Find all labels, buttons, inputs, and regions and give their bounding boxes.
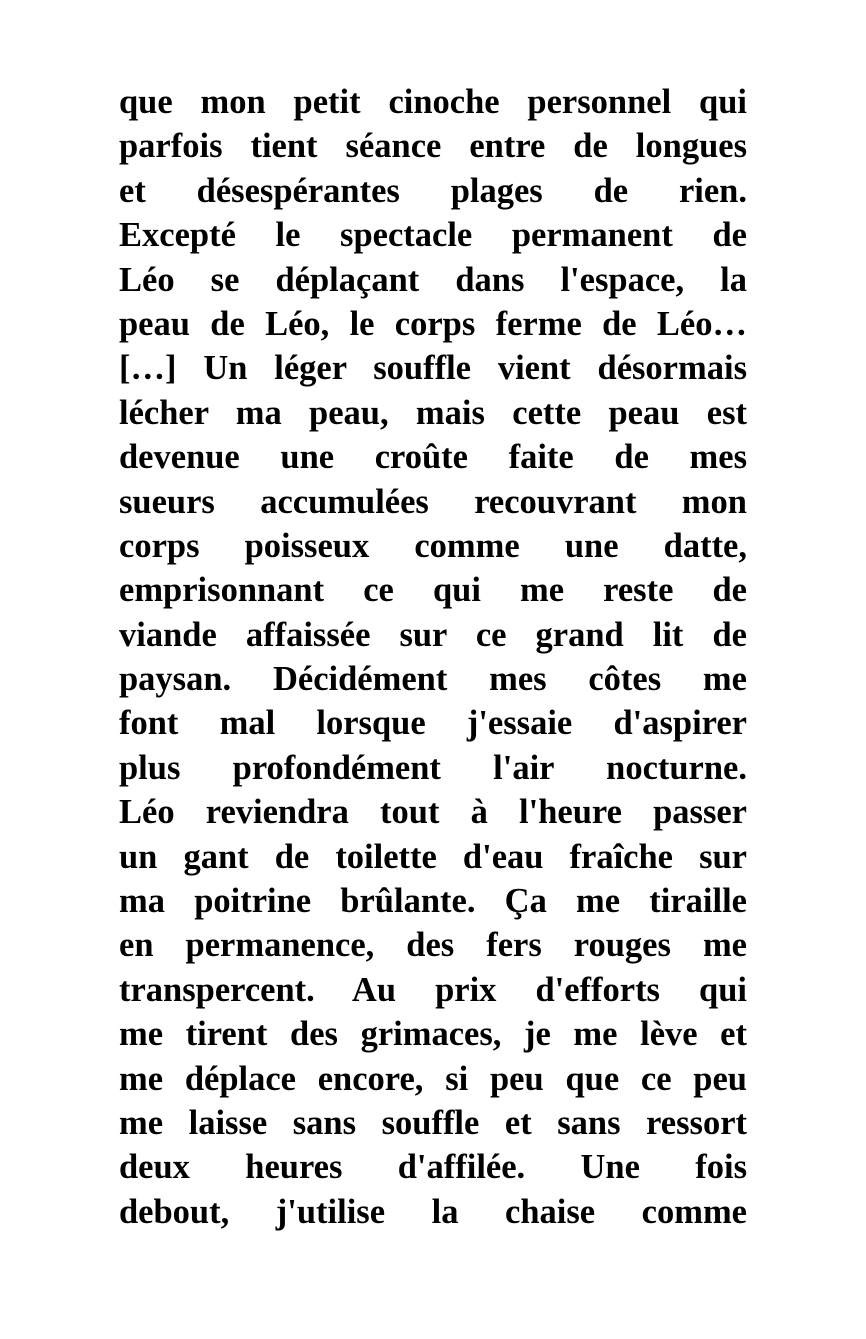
text-line: font mal lorsque j'essaie d'aspirer (119, 704, 747, 743)
text-line: debout, j'utilise la chaise comme (119, 1192, 747, 1231)
body-text (119, 80, 747, 1234)
text-line: […] Un léger souffle vient désormais (119, 349, 747, 388)
text-line: devenue une croûte faite de mes (119, 438, 747, 477)
text-line: et désespérantes plages de rien. (119, 171, 747, 210)
text-line: me tirent des grimaces, je me lève et (119, 1015, 747, 1054)
text-line: parfois tient séance entre de longues (119, 127, 747, 166)
text-line: Léo reviendra tout à l'heure passer (119, 793, 747, 832)
text-line: en permanence, des fers rouges me (119, 926, 747, 965)
text-line: peau de Léo, le corps ferme de Léo… (119, 304, 747, 343)
text-line: emprisonnant ce qui me reste de (119, 571, 747, 610)
text-line: un gant de toilette d'eau fraîche sur (119, 837, 747, 876)
text-line: Léo se déplaçant dans l'espace, la (119, 260, 747, 299)
text-line: transpercent. Au prix d'efforts qui (119, 970, 747, 1009)
text-line: me déplace encore, si peu que ce peu (119, 1059, 747, 1098)
text-line: sueurs accumulées recouvrant mon (119, 482, 747, 521)
text-line: Excepté le spectacle permanent de (119, 216, 747, 255)
text-line: que mon petit cinoche personnel qui (119, 83, 747, 121)
text-line: me laisse sans souffle et sans ressort (119, 1103, 747, 1142)
text-line: ma poitrine brûlante. Ça me tiraille (119, 882, 747, 921)
text-line: lécher ma peau, mais cette peau est (119, 393, 747, 432)
text-line: plus profondément l'air nocturne. (119, 748, 747, 787)
text-line: deux heures d'affilée. Une fois (119, 1148, 747, 1187)
text-line: viande affaissée sur ce grand lit de (119, 615, 747, 654)
text-line: paysan. Décidément mes côtes me (119, 660, 747, 699)
text-line: corps poisseux comme une datte, (119, 526, 747, 565)
